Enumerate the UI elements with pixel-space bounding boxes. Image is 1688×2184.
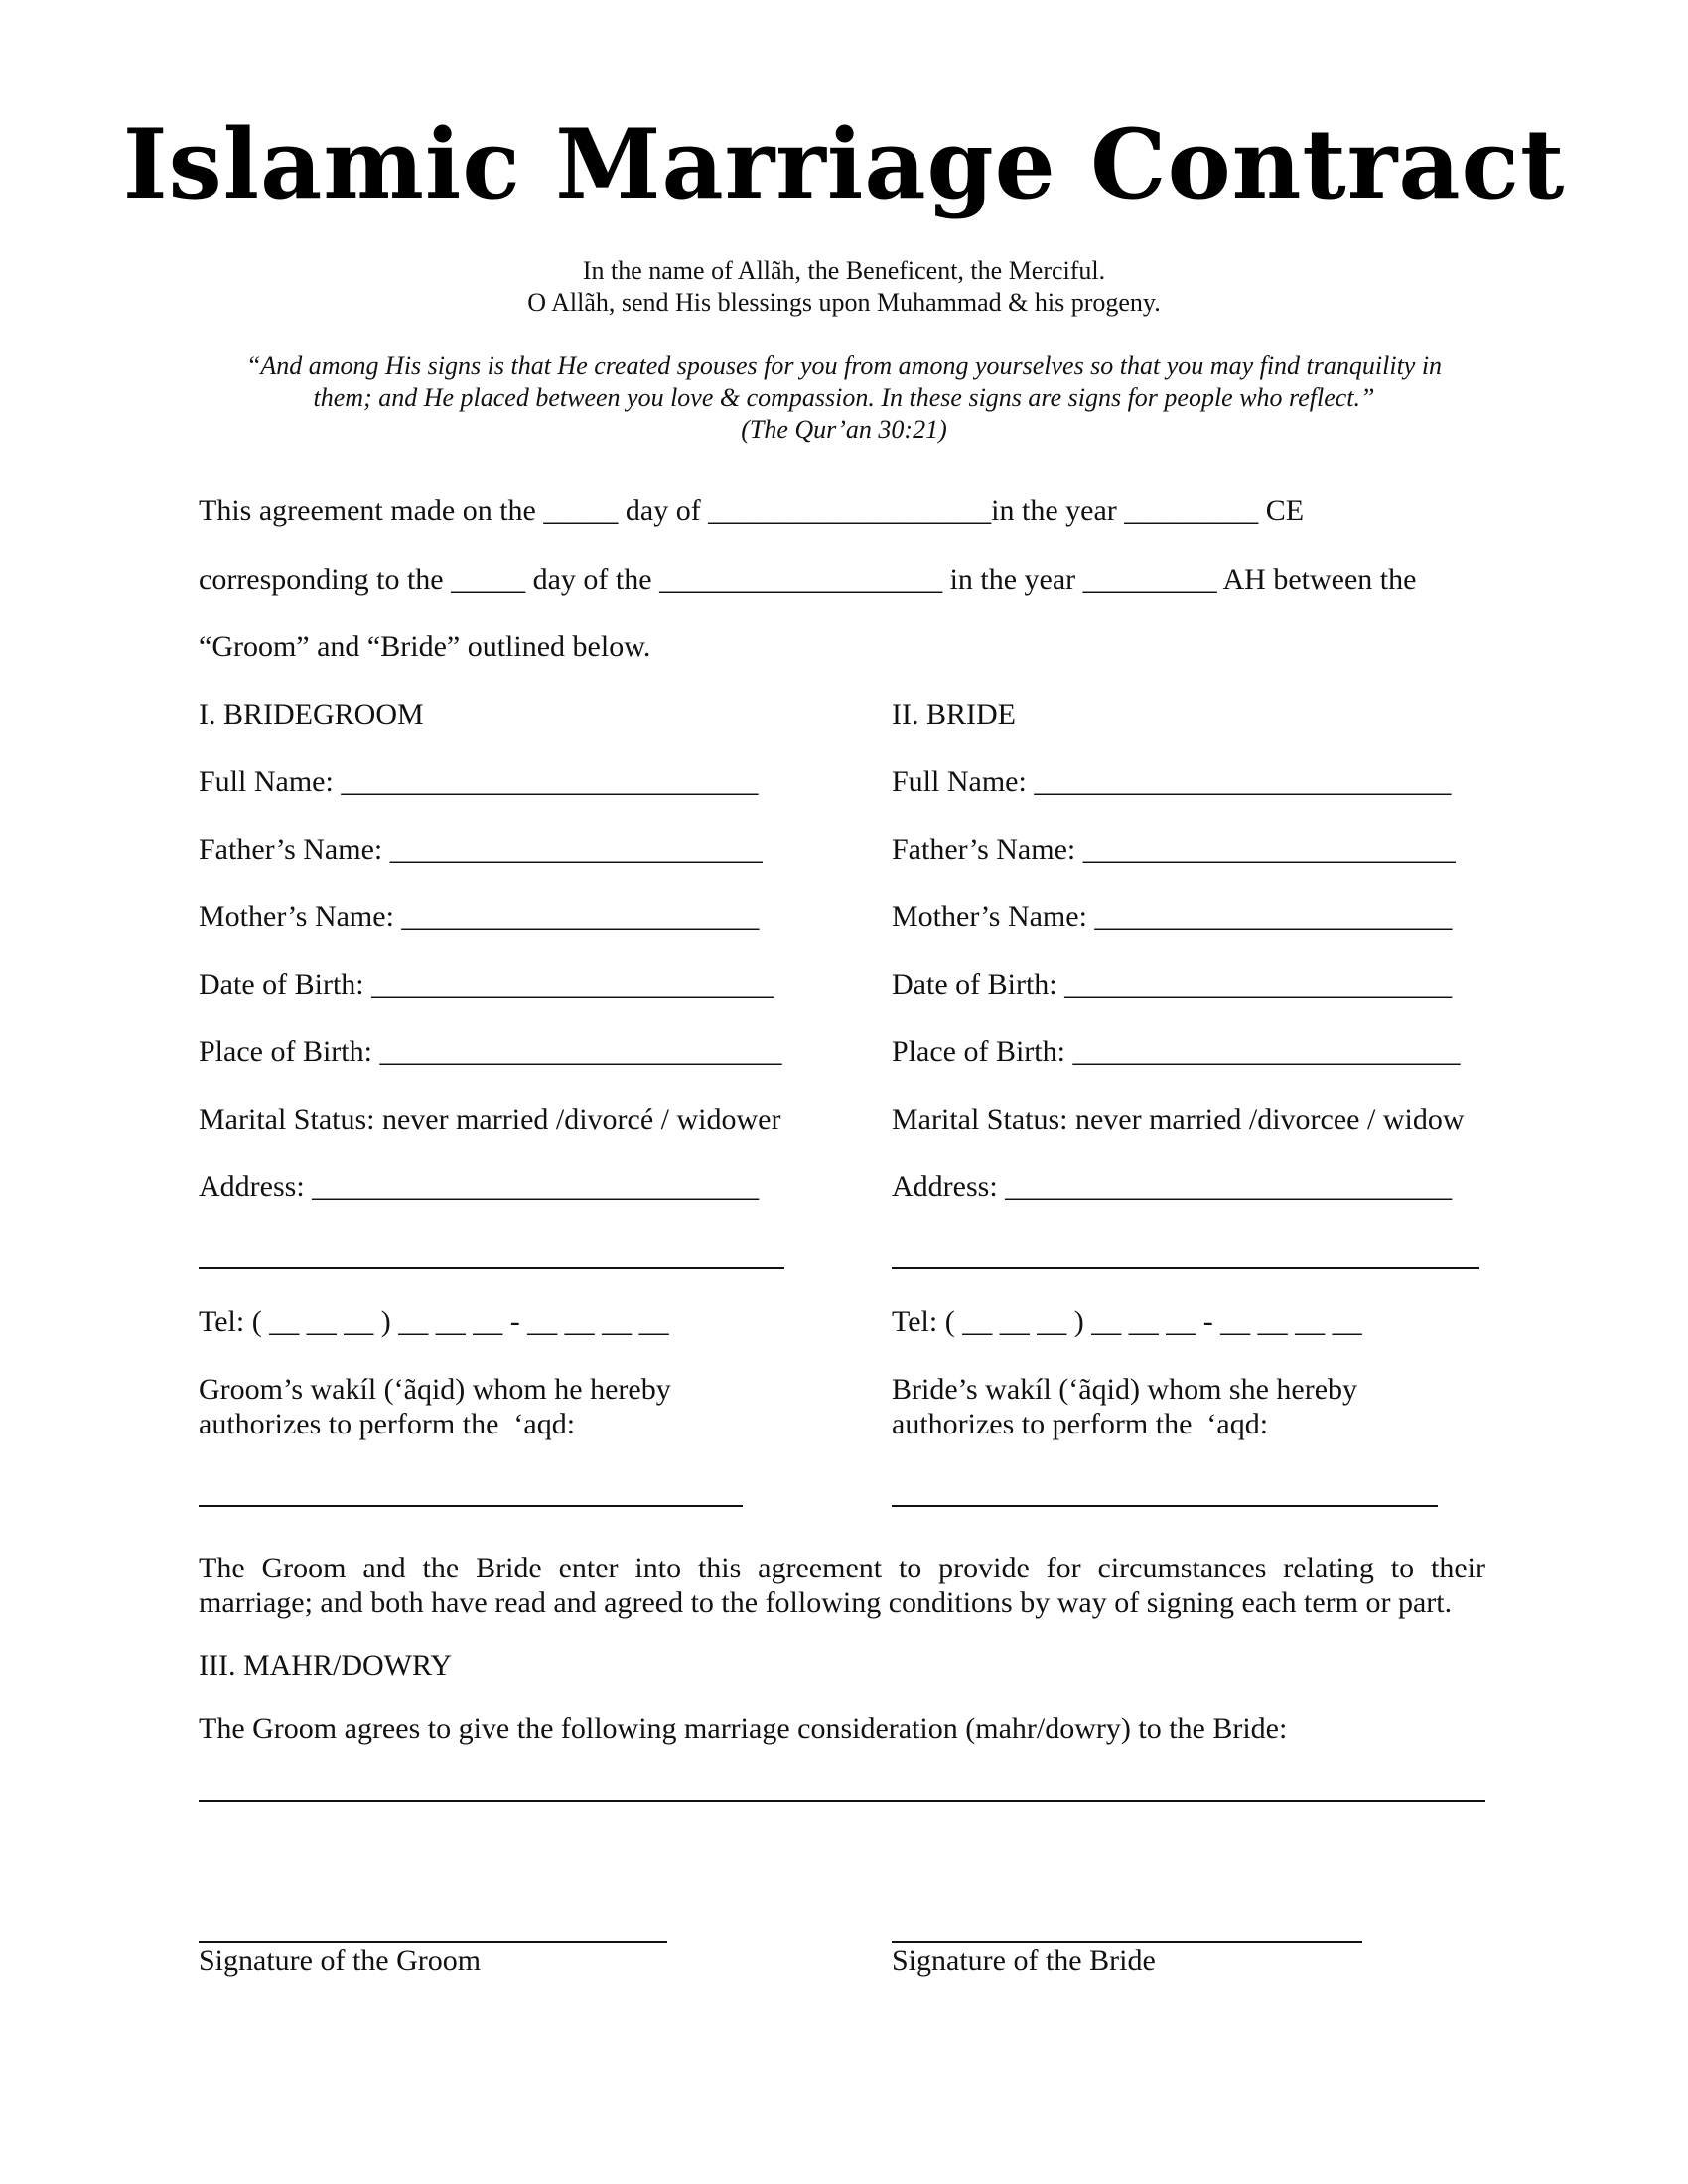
- bride-tel-field[interactable]: Tel: ( __ __ __ ) __ __ __ - __ __ __ __: [892, 1305, 1362, 1338]
- groom-date-of-birth-field[interactable]: Date of Birth: ___________________________: [199, 968, 774, 1001]
- invocation-line-2: O Allãh, send His blessings upon Muhammad & his progeny.: [527, 288, 1161, 317]
- groom-mothers-name-field[interactable]: Mother’s Name: ________________________: [199, 900, 760, 933]
- agreement-parties-line: “Groom” and “Bride” outlined below.: [199, 630, 651, 663]
- agreement-hijri-date-line[interactable]: corresponding to the _____ day of the ___________________ in the year _________ AH between the: [199, 563, 1417, 596]
- groom-address-field[interactable]: Address: ______________________________: [199, 1170, 760, 1203]
- bride-address-line-2[interactable]: [892, 1267, 1479, 1269]
- agreement-date-line[interactable]: This agreement made on the _____ day of ___________________in the year _________ CE: [199, 494, 1305, 527]
- groom-full-name-field[interactable]: Full Name: ____________________________: [199, 765, 759, 798]
- quote-line-1: “And among His signs is that He created spouses for you from among yourselves so that you may find tranquility in: [245, 351, 1443, 380]
- agreement-paragraph-line-1: The Groom and the Bride enter into this agreement to provide for circumstances relating to their: [199, 1552, 1485, 1584]
- groom-heading: I. BRIDEGROOM: [199, 698, 424, 731]
- bride-wakil-line[interactable]: [892, 1505, 1438, 1507]
- bride-heading: II. BRIDE: [892, 698, 1016, 731]
- groom-signature-line[interactable]: [199, 1941, 667, 1943]
- bride-mothers-name-field[interactable]: Mother’s Name: ________________________: [892, 900, 1453, 933]
- groom-fathers-name-field[interactable]: Father’s Name: _________________________: [199, 833, 763, 866]
- mahr-text: The Groom agrees to give the following marriage consideration (mahr/dowry) to the Bride:: [199, 1712, 1288, 1745]
- bride-signature-label: Signature of the Bride: [892, 1944, 1156, 1977]
- bride-fathers-name-field[interactable]: Father’s Name: _________________________: [892, 833, 1456, 866]
- groom-signature-label: Signature of the Groom: [199, 1944, 482, 1977]
- groom-address-line-2[interactable]: [199, 1267, 784, 1269]
- groom-wakil-label-1: Groom’s wakíl (‘ãqid) whom he hereby: [199, 1373, 671, 1406]
- bride-marital-status-field[interactable]: Marital Status: never married /divorcee / widow: [892, 1103, 1465, 1136]
- bride-date-of-birth-field[interactable]: Date of Birth: __________________________: [892, 968, 1453, 1001]
- invocation-line-1: In the name of Allãh, the Beneficent, the Merciful.: [582, 256, 1106, 285]
- mahr-amount-line[interactable]: [199, 1800, 1485, 1802]
- groom-place-of-birth-field[interactable]: Place of Birth: ___________________________: [199, 1035, 782, 1068]
- bride-full-name-field[interactable]: Full Name: ____________________________: [892, 765, 1452, 798]
- groom-wakil-label-2: authorizes to perform the ‘aqd:: [199, 1408, 576, 1440]
- quote-line-2: them; and He placed between you love & compassion. In these signs are signs for people who reflect.”: [313, 383, 1375, 412]
- groom-wakil-line[interactable]: [199, 1505, 743, 1507]
- bride-place-of-birth-field[interactable]: Place of Birth: __________________________: [892, 1035, 1461, 1068]
- bride-wakil-label-2: authorizes to perform the ‘aqd:: [892, 1408, 1269, 1440]
- document-title: Islamic Marriage Contract: [122, 108, 1566, 220]
- quote-citation: (The Qur’an 30:21): [741, 415, 947, 444]
- bride-signature-line[interactable]: [892, 1941, 1362, 1943]
- groom-marital-status-field[interactable]: Marital Status: never married /divorcé / widower: [199, 1103, 781, 1136]
- agreement-paragraph-line-2: marriage; and both have read and agreed to the following conditions by way of signing each term or part.: [199, 1586, 1453, 1619]
- bride-wakil-label-1: Bride’s wakíl (‘ãqid) whom she hereby: [892, 1373, 1358, 1406]
- mahr-heading: III. MAHR/DOWRY: [199, 1649, 452, 1682]
- groom-tel-field[interactable]: Tel: ( __ __ __ ) __ __ __ - __ __ __ __: [199, 1305, 669, 1338]
- bride-address-field[interactable]: Address: ______________________________: [892, 1170, 1453, 1203]
